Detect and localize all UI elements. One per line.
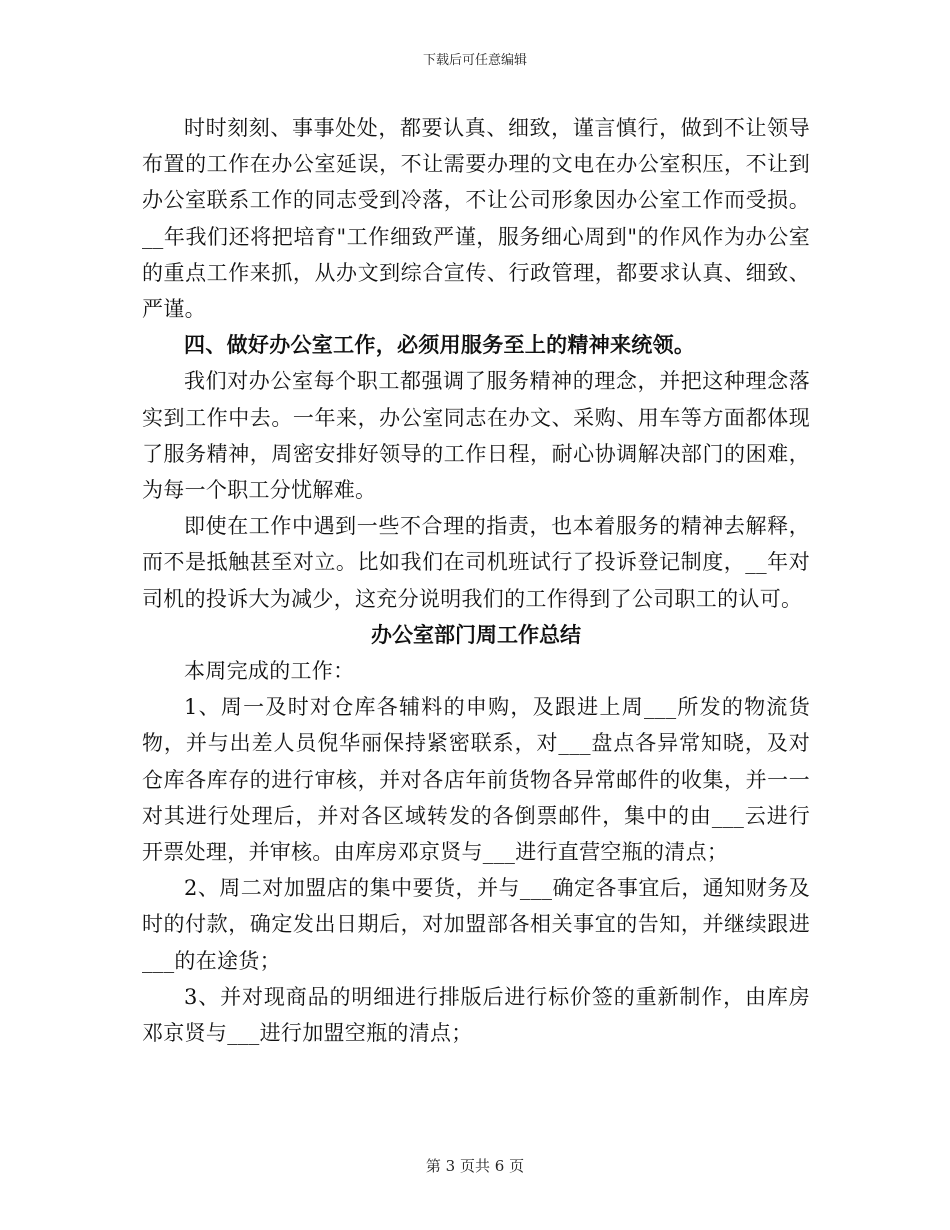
body-paragraph: 本周完成的工作： (184, 659, 355, 684)
document-title: 办公室部门周工作总结 (371, 621, 581, 647)
page-number: 第 3 页共 6 页 (425, 1157, 525, 1175)
body-paragraph: 我们对办公室每个职工都强调了服务精神的理念，并把这种理念落实到工作中去。一年来，办公室同志在办文、采购、用车等方面都体现了服务精神，周密安排好领导的工作日程，耐心协调解决部门的困难，为每一个职工分忧解难。 (142, 369, 810, 503)
document-body (142, 110, 810, 1051)
body-paragraph: 即使在工作中遇到一些不合理的指责，也本着服务的精神去解释，而不是抵触甚至对立。比如我们在司机班试行了投诉登记制度，__年对司机的投诉大为减少，这充分说明我们的工作得到了公司职工的认可。 (142, 514, 810, 611)
page-header: 下载后可任意编辑 (422, 53, 527, 68)
body-paragraph: 2、周二对加盟店的集中要货，并与___确定各事宜后，通知财务及时的付款，确定发出日期后，对加盟部各相关事宜的告知，并继续跟进___的在途货； (142, 876, 810, 973)
section-heading: 四、做好办公室工作，必须用服务至上的精神来统领。 (184, 332, 696, 358)
body-paragraph: 3、并对现商品的明细进行排版后进行标价签的重新制作，由库房邓京贤与___进行加盟空瓶的清点； (142, 984, 810, 1046)
body-paragraph: 1、周一及时对仓库各辅料的申购，及跟进上周___所发的物流货物，并与出差人员倪华丽保持紧密联系，对___盘点各异常知晓，及对仓库各库存的进行审核，并对各店年前货物各异常邮件的收集，并一一对其进行处理后，并对各区域转发的各倒票邮件，集中的由___云进行开票处理，并审核。由库房邓京贤与___进行直营空瓶的清点； (142, 695, 810, 865)
body-paragraph: 时时刻刻、事事处处，都要认真、细致，谨言慎行，做到不让领导布置的工作在办公室延误，不让需要办理的文电在办公室积压，不让到办公室联系工作的同志受到冷落，不让公司形象因办公室工作而受损。__年我们还将把培育"工作细致严谨，服务细心周到"的作风作为办公室的重点工作来抓，从办文到综合宣传、行政管理，都要求认真、细致、严谨。 (142, 116, 810, 322)
